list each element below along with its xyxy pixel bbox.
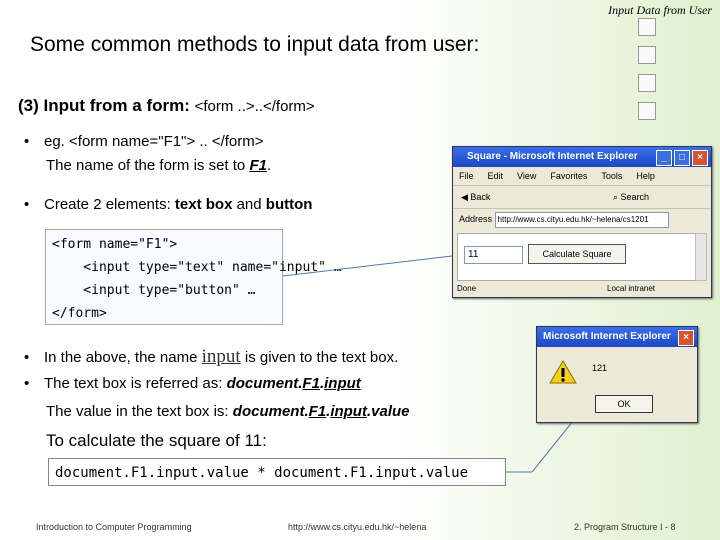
alert-message: 121 [592, 363, 608, 373]
warning-icon [549, 359, 577, 385]
browser-content [457, 233, 697, 281]
browser-titlebar [453, 147, 711, 167]
close-icon[interactable]: × [692, 150, 708, 166]
bullet-text: is given to the text box. [240, 349, 399, 366]
scrollbar[interactable] [695, 233, 707, 281]
back-button[interactable]: ◀ Back [461, 192, 491, 202]
alert-title: Microsoft Internet Explorer [543, 331, 671, 342]
close-icon[interactable]: × [678, 330, 694, 346]
menu-file[interactable]: File [459, 171, 474, 181]
code-line: </form> [52, 306, 107, 321]
bullet-text: The name of the form is set to [46, 157, 250, 174]
address-label: Address [459, 214, 493, 224]
bullet-code: <form name="F1"> .. </form> [69, 133, 264, 150]
footer-right: 2. Program Structure I - 8 [574, 522, 676, 532]
browser-toolbar [453, 186, 711, 209]
calc-label: To calculate the square of 11: [46, 431, 267, 450]
ref-part: input [330, 403, 367, 420]
ref-part: document. [232, 403, 309, 420]
code-line: <input type="button" … [52, 283, 256, 298]
bullet-example: • eg. <form name="F1"> .. </form> [24, 133, 264, 150]
form-name: F1 [249, 157, 267, 174]
footer-left: Introduction to Computer Programming [36, 522, 192, 532]
bullet-text: . [266, 157, 272, 174]
menu-favorites[interactable]: Favorites [550, 171, 588, 181]
footer-center: http://www.cs.cityu.edu.hk/~helena [288, 522, 427, 532]
search-button[interactable]: ⌕ Search [613, 192, 650, 202]
slide-title: Some common methods to input data from user: [30, 33, 480, 56]
ref-part: F1 [308, 403, 327, 420]
bullet-text: eg. [44, 133, 70, 150]
bullet-text: and [232, 196, 266, 213]
bullet-text: In the above, the name [44, 349, 202, 366]
menu-edit[interactable]: Edit [487, 171, 504, 181]
minimize-icon[interactable]: _ [656, 150, 672, 166]
menu-help[interactable]: Help [636, 171, 655, 181]
bullet-text: The text box is referred as: [44, 375, 227, 392]
calc-expression: document.F1.input.value * document.F1.input.value [48, 458, 506, 486]
search-label: Search [620, 192, 650, 202]
menu-tools[interactable]: Tools [601, 171, 623, 181]
code-line: <form name="F1"> [52, 237, 178, 252]
bullet-ref: • The text box is referred as: document.F1.input [24, 375, 361, 392]
browser-window [452, 146, 712, 298]
status-bar [457, 283, 701, 295]
address-input[interactable]: http://www.cs.cityu.edu.hk/~helena/cs1201 [495, 212, 669, 228]
browser-title: Square - Microsoft Internet Explorer [467, 151, 638, 162]
bullet-name: • In the above, the name input is given to the text box. [24, 346, 399, 367]
maximize-icon[interactable]: □ [674, 150, 690, 166]
ref-part: document. [226, 375, 303, 392]
status-right: Local intranet [607, 284, 656, 293]
browser-menu [453, 167, 711, 186]
bullet-bold: button [265, 196, 313, 213]
ref-part: F1 [302, 375, 320, 392]
text-input[interactable]: 11 [464, 246, 523, 264]
bullet-create: • Create 2 elements: text box and button [24, 196, 313, 213]
section-code: <form ..>..</form> [194, 98, 315, 115]
alert-titlebar [537, 327, 697, 347]
section-title-text: (3) Input from a form: [18, 96, 190, 115]
back-label: Back [470, 192, 491, 202]
header-label: Input Data from User [608, 3, 712, 17]
ref-part: input [324, 375, 361, 392]
input-name: input [201, 346, 241, 367]
code-line: <input type="text" name="input" … [52, 260, 342, 275]
status-left: Done [457, 284, 477, 293]
bullet-text: Create 2 elements: [44, 196, 175, 213]
calculate-square-button[interactable]: Calculate Square [528, 244, 626, 264]
ref-part: . [319, 375, 325, 392]
ok-button[interactable]: OK [595, 395, 653, 413]
alert-dialog [536, 326, 698, 423]
menu-view[interactable]: View [517, 171, 537, 181]
ref-part: .value [366, 403, 410, 420]
bullet-text: The value in the text box is: [46, 403, 233, 420]
ref-part: . [326, 403, 331, 420]
address-bar [453, 209, 711, 229]
bullet-bold: text box [174, 196, 233, 213]
